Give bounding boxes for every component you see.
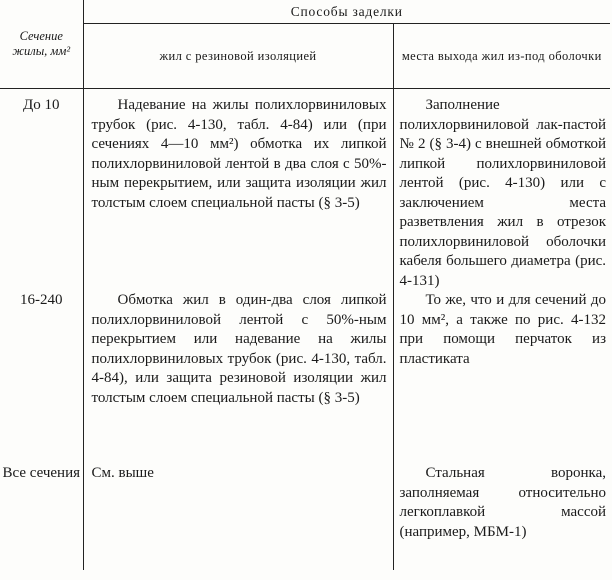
- rubber-method-cell: Обмотка жил в один-два слоя липкой полихлорвиниловой лентой с 50%-ным перекрытием или надевание на жилы полихлорвиниловых трубок (рис. 4-130, табл. 4-84), или защита резиновой изоляции жил толстым слоем специальной пасты (§ 3-5): [83, 291, 393, 464]
- header-rubber-cell: жил с резиновой изоляцией: [83, 24, 393, 89]
- exit-method-cell: То же, что и для сечений до 10 мм², а также по рис. 4-132 при помощи перчаток из пластиката: [399, 292, 607, 367]
- section-cell: 16-240: [0, 291, 83, 464]
- header-group-cell: Способы заделки: [83, 0, 610, 24]
- exit-method-cell: Стальная воронка, заполняемая относительно легкоплавкой массой (например, МБМ-1): [399, 465, 607, 540]
- header-exit-cell: места выхода жил из-под оболочки: [393, 24, 610, 89]
- header-row-sub: [0, 24, 610, 89]
- table-row: [0, 89, 610, 292]
- rubber-method-cell: Надевание на жилы полихлорвиниловых трубок (рис. 4-130, табл. 4-84) или (при сечениях 4—10 мм²) обмотка их липкой полихлорвиниловой лентой в два слоя с 50%-ным перекрытием, или защита изоляции жил толстым слоем специальной пасты (§ 3-5): [83, 89, 393, 292]
- section-cell: До 10: [0, 89, 83, 292]
- header-section-cell: Сечение жилы, мм²: [0, 0, 83, 89]
- table-row: [0, 291, 610, 464]
- table-row: [0, 464, 610, 570]
- rubber-method-cell: См. выше: [83, 464, 393, 570]
- exit-method-cell: Заполнение полихлорвиниловой лак-пастой № 2 (§ 3-4) с внешней обмоткой липкой полихлорвиниловой лентой (рис. 4-130) или с заключением места разветвления жил в отрезок полихлорвиниловой оболочки кабеля большего диаметра (рис. 4-131): [399, 97, 607, 289]
- header-row-top: [0, 0, 610, 24]
- section-cell: Все сечения: [0, 464, 83, 570]
